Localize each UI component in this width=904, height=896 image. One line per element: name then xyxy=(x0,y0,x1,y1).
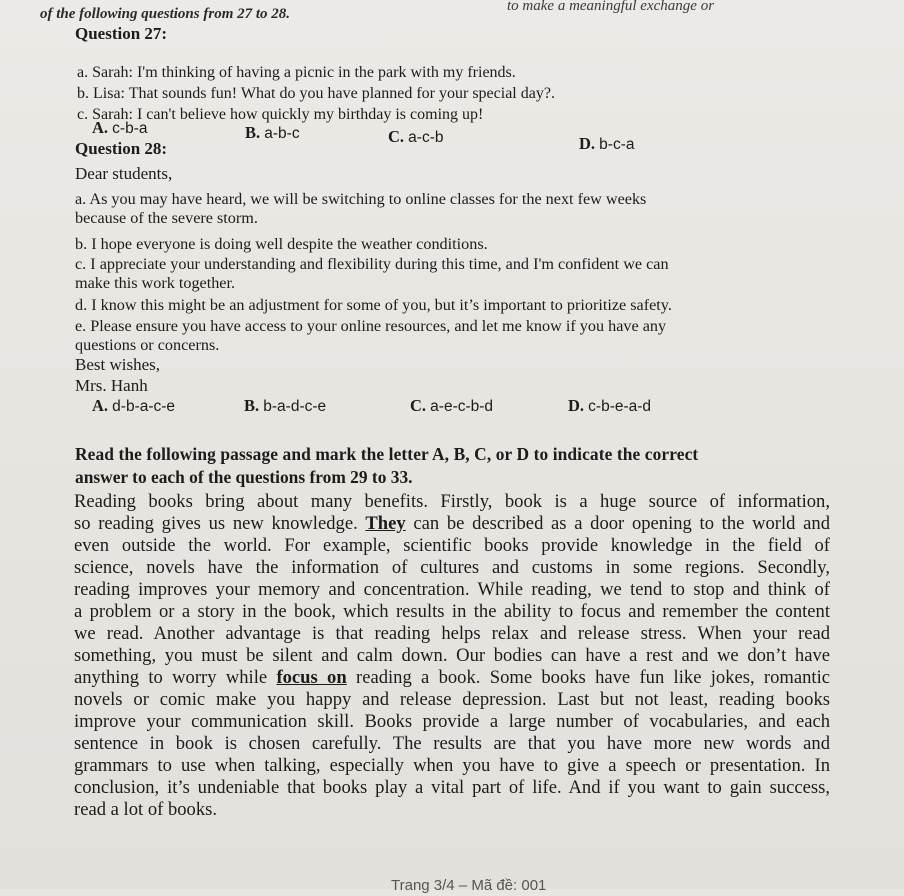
q28-line-b: b. I hope everyone is doing well despite the weather conditions. xyxy=(75,235,488,253)
underlined-word-they: They xyxy=(365,513,406,534)
passage-line: even outside the world. For example, scientific books provide knowledge in the field of xyxy=(74,535,830,556)
underlined-phrase-focus-on: focus on xyxy=(276,667,347,688)
q27-option-d-text: b-c-a xyxy=(599,136,635,153)
q27-option-d[interactable] xyxy=(579,134,635,155)
q27-option-d-letter: D. xyxy=(579,134,596,153)
q28-option-b[interactable] xyxy=(244,396,326,417)
q28-option-c-text: a-e-c-b-d xyxy=(430,398,494,415)
q28-option-d[interactable] xyxy=(568,396,651,417)
q28-greeting: Dear students, xyxy=(75,164,173,183)
header-right: to make a meaningful exchange or xyxy=(507,0,715,14)
passage-line: grammars to use when talking, especially when you have to give a speech or presentation. In xyxy=(74,755,830,776)
q28-line-c1: c. I appreciate your understanding and flexibility during this time, and I'm confident we can xyxy=(75,255,669,273)
q28-option-b-letter: B. xyxy=(244,396,260,415)
passage-line: read a lot of books. xyxy=(74,799,218,820)
q28-option-a-letter: A. xyxy=(92,396,109,415)
q28-line-d: d. I know this might be an adjustment for some of you, but it’s important to prioritize safety. xyxy=(75,296,672,314)
q27-option-b-letter: B. xyxy=(245,123,261,142)
q27-option-c-text: a-c-b xyxy=(408,129,444,146)
q27-line-b: b. Lisa: That sounds fun! What do you have planned for your special day?. xyxy=(77,85,555,102)
q27-option-a[interactable] xyxy=(92,118,148,139)
instruction-line-2: answer to each of the questions from 29 to 33. xyxy=(75,467,413,487)
passage-line: reading improves your memory and concentration. While reading, we tend to stop and think of xyxy=(74,579,830,600)
passage-line: novels or comic make you happy and release depression. Last but not least, reading books xyxy=(74,689,830,710)
passage-text: reading a book. Some books have fun like jokes, romantic xyxy=(346,667,831,688)
q28-option-d-text: c-b-e-a-d xyxy=(588,398,652,415)
question-27-title: Question 27: xyxy=(75,24,168,43)
q27-line-a: a. Sarah: I'm thinking of having a picnic in the park with my friends. xyxy=(77,64,516,81)
reading-passage xyxy=(74,491,830,821)
passage-text: so reading gives us new knowledge. xyxy=(74,513,366,534)
passage-line: sentence in book is chosen carefully. The results are that you have more new words and xyxy=(74,733,830,754)
q28-line-a2: because of the severe storm. xyxy=(75,209,258,227)
question-28-title: Question 28: xyxy=(75,139,168,158)
q28-option-a-text: d-b-a-c-e xyxy=(112,398,176,415)
q27-option-b[interactable] xyxy=(245,123,300,144)
q28-closing: Best wishes, xyxy=(75,355,160,374)
q28-option-d-letter: D. xyxy=(568,396,585,415)
page-footer: Trang 3/4 – Mã đề: 001 xyxy=(391,877,547,894)
passage-line: science, novels have the information of cultures and customs in some regions. Secondly, xyxy=(74,557,830,578)
q28-option-c-letter: C. xyxy=(410,396,427,415)
q28-option-a[interactable] xyxy=(92,396,175,417)
passage-text: anything to worry while xyxy=(74,667,277,688)
passage-line: a problem or a story in the book, which results in the ability to focus and remember the content xyxy=(74,601,830,622)
q28-line-c2: make this work together. xyxy=(75,274,236,292)
q28-line-a1: a. As you may have heard, we will be switching to online classes for the next few weeks xyxy=(75,190,647,208)
header-left: of the following questions from 27 to 28. xyxy=(40,6,291,22)
passage-line: Reading books bring about many benefits. Firstly, book is a huge source of information, xyxy=(74,491,830,512)
q27-option-b-text: a-b-c xyxy=(264,125,300,142)
q27-line-c: c. Sarah: I can't believe how quickly my birthday is coming up! xyxy=(77,106,484,123)
q28-option-b-text: b-a-d-c-e xyxy=(263,398,327,415)
passage-text: can be described as a door opening to the world and xyxy=(405,513,830,534)
passage-line: something, you must be silent and calm down. Our bodies can have a rest and we don’t have xyxy=(74,645,830,666)
q27-option-a-text: c-b-a xyxy=(112,120,148,137)
q27-option-c[interactable] xyxy=(388,127,444,148)
q28-line-e2: questions or concerns. xyxy=(75,336,220,354)
q28-line-e1: e. Please ensure you have access to your online resources, and let me know if you have any xyxy=(75,317,667,335)
q27-option-c-letter: C. xyxy=(388,127,405,146)
passage-line: conclusion, it’s undeniable that books play a vital part of life. And if you want to gain success, xyxy=(74,777,830,798)
passage-line xyxy=(74,667,830,689)
passage-line xyxy=(74,513,830,535)
passage-line: improve your communication skill. Books provide a large number of vocabularies, and each xyxy=(74,711,830,732)
q27-option-a-letter: A. xyxy=(92,118,109,137)
q28-option-c[interactable] xyxy=(410,396,493,417)
instruction-line-1: Read the following passage and mark the letter A, B, C, or D to indicate the correct xyxy=(75,444,699,464)
passage-line: we read. Another advantage is that reading helps relax and release stress. When your read xyxy=(74,623,830,644)
q28-signature: Mrs. Hanh xyxy=(75,376,148,395)
